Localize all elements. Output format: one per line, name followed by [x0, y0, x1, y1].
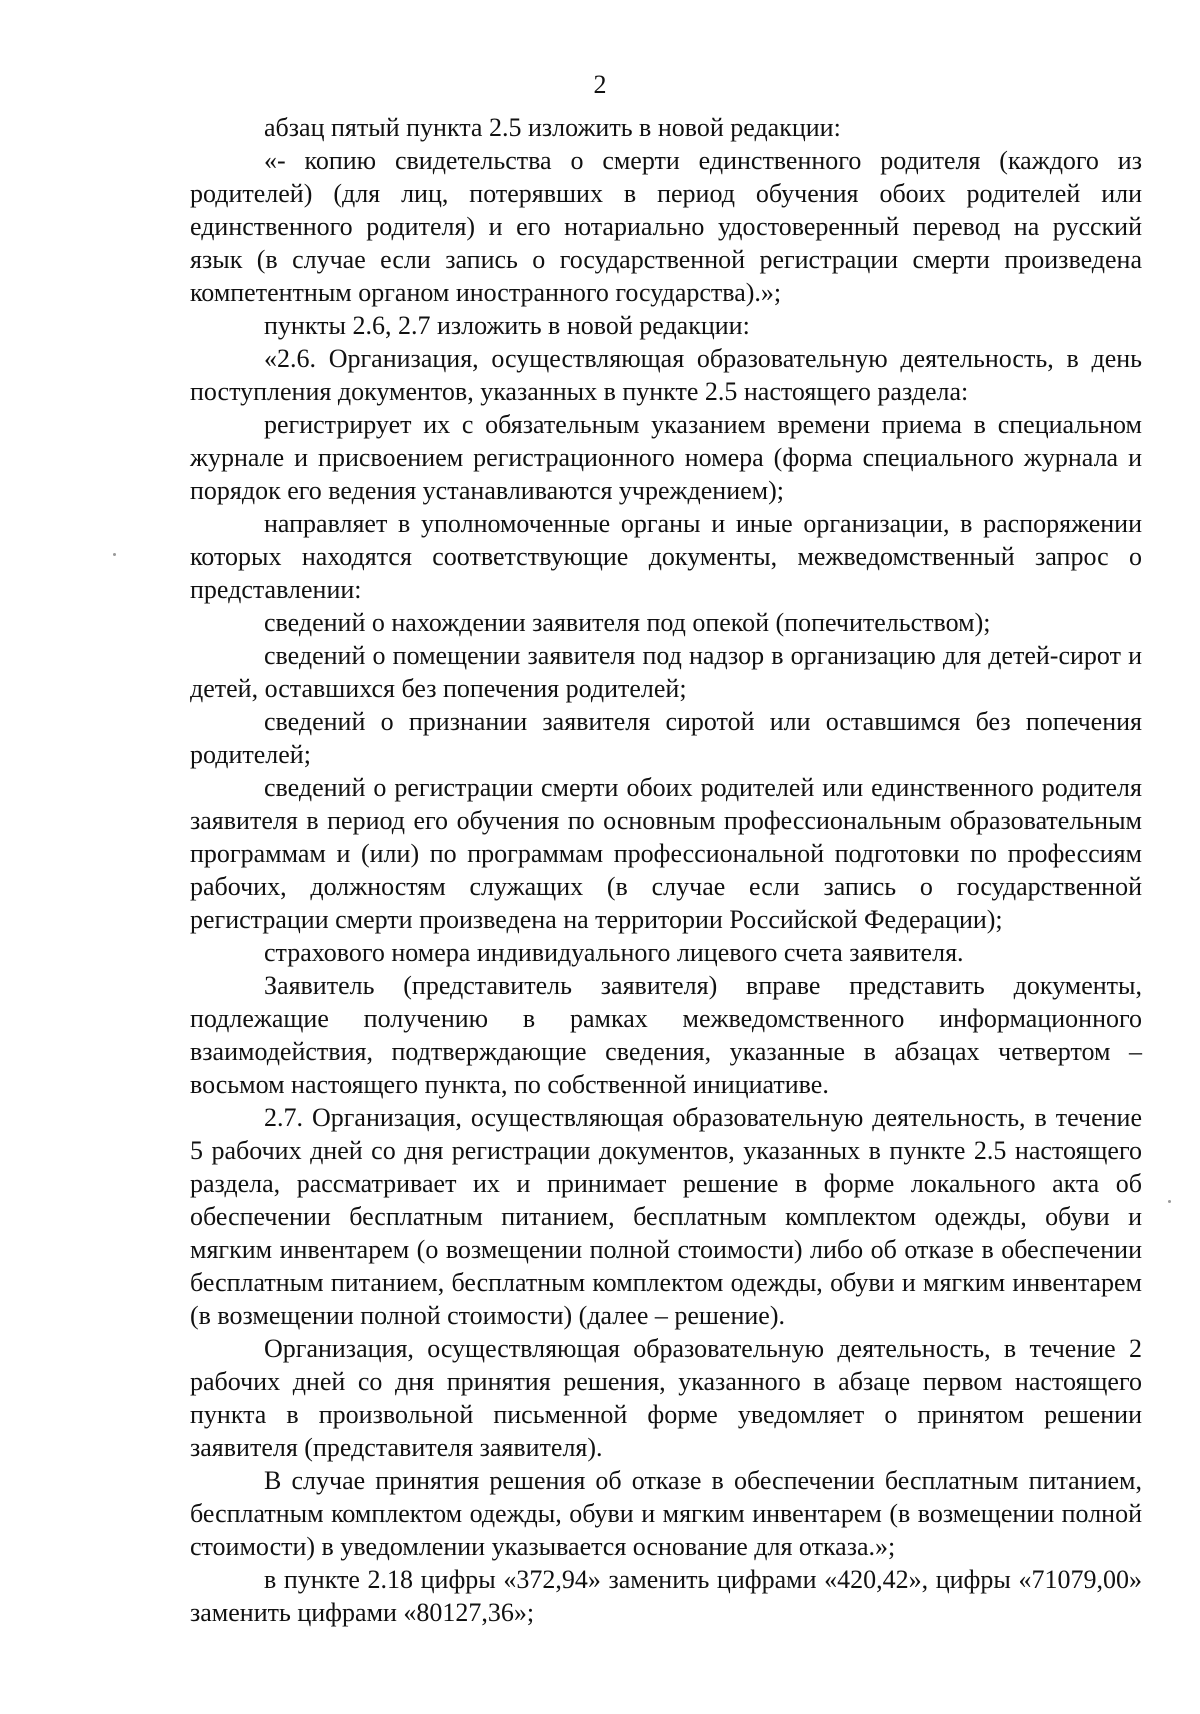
paragraph: пункты 2.6, 2.7 изложить в новой редакции:: [264, 311, 750, 340]
paragraph: В случае принятия решения об отказе в обеспечении бесплатным питанием, бесплатным комплектом одежды, обуви и мягким инвентарем (в возмещении полной стоимости) в уведомлении указывается основание для отказа.»;: [190, 1466, 1142, 1561]
scan-speck: [113, 553, 116, 556]
paragraph: сведений о нахождении заявителя под опекой (попечительством);: [264, 608, 991, 637]
paragraph: Организация, осуществляющая образовательную деятельность, в течение 2 рабочих дней со дня принятия решения, указанного в абзаце первом настоящего пункта в произвольной письменной форме уведомляет о принятом решении заявителя (представителя заявителя).: [190, 1334, 1142, 1462]
paragraph: сведений о регистрации смерти обоих родителей или единственного родителя заявителя в период его обучения по основным профессиональным образовательным программам и (или) по программам профессиональной подготовки по профессиям рабочих, должностям служащих (в случае если запись о государственной регистрации смерти произведена на территории Российской Федерации);: [190, 773, 1142, 934]
paragraph: абзац пятый пункта 2.5 изложить в новой редакции:: [264, 113, 841, 142]
paragraph: «2.6. Организация, осуществляющая образовательную деятельность, в день поступления документов, указанных в пункте 2.5 настоящего раздела:: [190, 344, 1142, 406]
paragraph: сведений о помещении заявителя под надзор в организацию для детей-сирот и детей, оставшихся без попечения родителей;: [190, 641, 1142, 703]
paragraph: Заявитель (представитель заявителя) вправе представить документы, подлежащие получению в рамках межведомственного информационного взаимодействия, подтверждающие сведения, указанные в абзацах четвертом – восьмом настоящего пункта, по собственной инициативе.: [190, 971, 1142, 1099]
paragraph: сведений о признании заявителя сиротой или оставшимся без попечения родителей;: [190, 707, 1142, 769]
paragraph: регистрирует их с обязательным указанием времени приема в специальном журнале и присвоением регистрационного номера (форма специального журнала и порядок его ведения устанавливаются учреждением);: [190, 410, 1142, 505]
document-body: [190, 111, 1142, 1629]
paragraph: страхового номера индивидуального лицевого счета заявителя.: [264, 938, 964, 967]
paragraph: 2.7. Организация, осуществляющая образовательную деятельность, в течение 5 рабочих дней со дня регистрации документов, указанных в пункте 2.5 настоящего раздела, рассматривает их и принимает решение в форме локального акта об обеспечении бесплатным питанием, бесплатным комплектом одежды, обуви и мягким инвентарем (о возмещении полной стоимости) либо об отказе в обеспечении бесплатным питанием, бесплатным комплектом одежды, обуви и мягким инвентарем (в возмещении полной стоимости) (далее – решение).: [190, 1103, 1142, 1330]
paragraph: направляет в уполномоченные органы и иные организации, в распоряжении которых находятся соответствующие документы, межведомственный запрос о представлении:: [190, 509, 1142, 604]
paragraph: в пункте 2.18 цифры «372,94» заменить цифрами «420,42», цифры «71079,00» заменить цифрами «80127,36»;: [190, 1565, 1142, 1627]
paragraph: «- копию свидетельства о смерти единственного родителя (каждого из родителей) (для лиц, потерявших в период обучения обоих родителей или единственного родителя) и его нотариально удостоверенный перевод на русский язык (в случае если запись о государственной регистрации смерти произведена компетентным органом иностранного государства).»;: [190, 146, 1142, 307]
page-number: 2: [593, 70, 607, 99]
scan-speck: [1168, 1200, 1171, 1203]
